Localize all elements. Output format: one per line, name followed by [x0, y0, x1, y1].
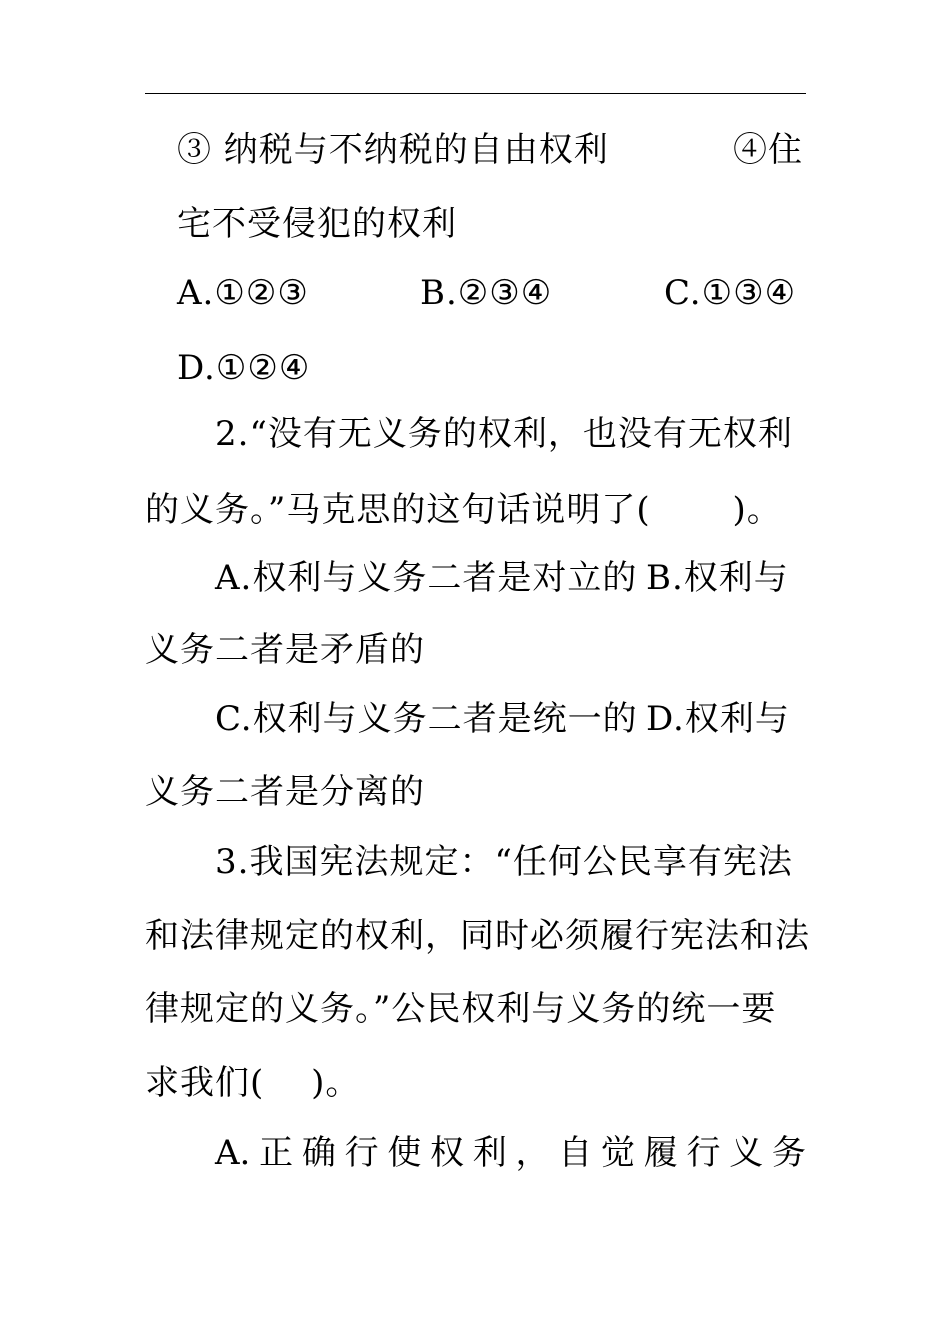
q1-option-4-part1: ④住: [733, 130, 803, 170]
q1-option-4-part2: 宅不受侵犯的权利: [177, 204, 457, 244]
q3-stem-line1: 3.我国宪法规定：“任何公民享有宪法: [215, 842, 793, 882]
q2-choice-c: C.权利与义务二者是统一的: [215, 699, 638, 739]
q3-stem-line4: 求我们( )。: [145, 1063, 361, 1103]
q1-choice-d: D.①②④: [177, 348, 311, 388]
q2-choice-d-part1: D.权利与: [646, 699, 790, 739]
q3-stem-line2: 和法律规定的权利，同时必须履行宪法和法: [145, 916, 810, 956]
q2-stem-line2: 的义务。”马克思的这句话说明了( )。: [145, 490, 782, 530]
header-rule: [145, 93, 806, 94]
q1-option-3: ③ 纳税与不纳税的自由权利: [177, 130, 609, 170]
q1-choice-a: A.①②③: [177, 273, 309, 313]
q2-stem-line1: 2.“没有无义务的权利，也没有无权利: [215, 414, 793, 454]
q2-choice-b-part1: B.权利与: [646, 558, 789, 598]
q2-choice-d-part2: 义务二者是分离的: [145, 772, 425, 812]
q2-choice-b-part2: 义务二者是矛盾的: [145, 630, 425, 670]
q2-choice-a: A.权利与义务二者是对立的: [215, 558, 638, 598]
q3-stem-line3: 律规定的义务。”公民权利与义务的统一要: [145, 989, 777, 1029]
q1-choice-b: B.②③④: [420, 273, 553, 313]
q1-choice-c: C.①③④: [664, 273, 797, 313]
q3-choice-a: A. 正 确 行 使 权 利 ， 自 觉 履 行 义 务: [215, 1133, 806, 1173]
